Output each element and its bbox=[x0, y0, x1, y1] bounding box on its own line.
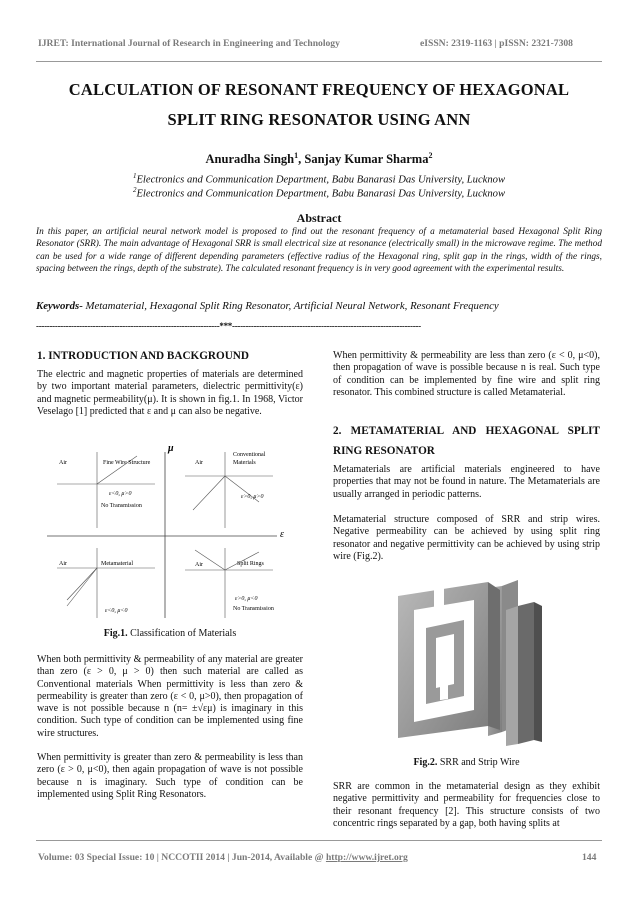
outer-ring-side bbox=[488, 582, 500, 730]
inner-ring-split bbox=[440, 677, 448, 700]
q2-condition: ε>0, μ>0 bbox=[241, 494, 264, 500]
separator-line: --------------------------------------------------------------------***---------------------------------------------------------------------- bbox=[36, 321, 421, 331]
front-strip-wire-face bbox=[506, 606, 518, 746]
keywords-label: Keywords- bbox=[36, 300, 83, 312]
col2-paragraph-2: Metamaterials are artificial materials engineered to have properties that may not be found in nature. The Metamaterials are usually arranged in periodic patterns. bbox=[333, 464, 600, 500]
footer-link[interactable]: http://www.ijret.org bbox=[325, 852, 408, 863]
affiliation-1 bbox=[30, 172, 608, 186]
section-1-paragraph-1: The electric and magnetic properties of materials are determined by two important material parameters, dielectric permittivity(ε) and magnetic permeability(μ). It is shown in fig.1. In 1968, Victor Veselago [1] predicted that ε and μ can also be negative. bbox=[37, 369, 303, 417]
journal-name: IJRET: International Journal of Research in Engineering and Technology bbox=[38, 38, 340, 49]
q4-air: Air bbox=[195, 562, 203, 568]
axis-eps-label: ε bbox=[280, 529, 284, 540]
author-1-sup: 1 bbox=[294, 151, 299, 160]
affiliation-2-text: Electronics and Communication Department, Babu Banarasi Das University, Lucknow bbox=[136, 188, 506, 200]
fig1-caption-label: Fig.1. bbox=[103, 628, 128, 639]
author-1: Anuradha Singh bbox=[205, 152, 295, 167]
header-rule bbox=[36, 61, 602, 62]
q2-title-1: Conventional bbox=[233, 452, 266, 458]
footer-rule bbox=[36, 840, 602, 841]
col2-paragraph-4: SRR are common in the metamaterial design as they exhibit negative permittivity and permeability for frequencies close to their resonant frequency [2]. This structure consists of two concentric rings separated by a gap, both having splits at bbox=[333, 781, 600, 829]
author-separator: , bbox=[298, 152, 305, 167]
q2-title-2: Materials bbox=[233, 460, 256, 466]
abstract-heading: Abstract bbox=[296, 211, 342, 225]
q2-ray-in bbox=[193, 476, 225, 510]
section-1-paragraph-3: When permittivity is greater than zero & permeability is less than zero (ε > 0, μ<0), then again propagation of wave is not possible because n is imaginary. Such type of condition can be implemented using Split Ring Resonators. bbox=[37, 752, 303, 800]
paper-title-line2: SPLIT RING RESONATOR USING ANN bbox=[167, 110, 471, 129]
q3-air: Air bbox=[59, 561, 67, 567]
col2-paragraph-3: Metamaterial structure composed of SRR and strip wires. Negative permeability can be achieved by using split ring resonator and negative permittivity can be achieved by using strip wire (Fig.2). bbox=[333, 514, 600, 562]
section-1-paragraph-2: When both permittivity & permeability of any material are greater than zero (ε > 0, μ > 0) then such material are called as Conventional materials When permittivity is less than zero & permeability is greater than zero (ε < 0, μ>0), then propagation of wave is not possible because n (n= ±√εμ) is imaginary in this condition. Such type of condition can be implemented using fine wire structures. bbox=[37, 654, 303, 739]
q3-condition: ε<0, μ<0 bbox=[105, 608, 128, 614]
outer-ring-split bbox=[434, 582, 444, 607]
q1-air: Air bbox=[59, 460, 67, 466]
affiliation-1-text: Electronics and Communication Department, Babu Banarasi Das University, Lucknow bbox=[136, 174, 506, 186]
q4-note: No Transmission bbox=[233, 606, 274, 612]
section-2-heading-line2: RING RESONATOR bbox=[333, 445, 435, 457]
keywords-text: Metamaterial, Hexagonal Split Ring Resonator, Artificial Neural Network, Resonant Frequency bbox=[82, 300, 499, 312]
q4-condition: ε>0, μ<0 bbox=[235, 596, 258, 602]
keywords bbox=[36, 300, 602, 312]
q3-ray-in bbox=[67, 568, 97, 606]
q1-title: Fine Wire Structure bbox=[103, 460, 151, 466]
affiliation-2 bbox=[30, 186, 608, 200]
col2-paragraph-1: When permittivity & permeability are less than zero (ε < 0, μ<0), then propagation of wave is possible because n is real. Such type of condition can be implemented by fine wire and split ring resonator. This combined structure is called Metamaterial. bbox=[333, 350, 600, 398]
q2-air: Air bbox=[195, 460, 203, 466]
section-2-heading-line1: 2. METAMATERIAL AND HEXAGONAL SPLIT bbox=[333, 425, 600, 437]
abstract-text: In this paper, an artificial neural network model is proposed to find out the resonant frequency of a metamaterial based Hexagonal Split Ring Resonator (SRR). The main advantage of Hexagonal SRR is small electrical size at resonance (electrically small) in the microwave regime. The method can be used for a wide range of different depending parameters (effective radius of the Hexagonal ring, split gap in the rings, width of the rings, spacing between the rings, depth of the substrate). The calculated resonant frequency is in very good agreement with the experimental results. bbox=[36, 227, 602, 275]
fig1-classification-diagram bbox=[37, 440, 303, 620]
front-strip-wire-side bbox=[534, 602, 542, 742]
axis-mu-label: μ bbox=[168, 443, 174, 454]
q1-condition: ε<0, μ>0 bbox=[109, 491, 132, 497]
fig2-caption bbox=[333, 757, 600, 768]
fig2-srr-strip-wire-image bbox=[384, 576, 556, 746]
q3-title: Metamaterial bbox=[101, 561, 133, 567]
fig2-caption-label: Fig.2. bbox=[413, 757, 438, 768]
fig1-caption-text: Classification of Materials bbox=[127, 628, 237, 639]
paper-title-line1: CALCULATION OF RESONANT FREQUENCY OF HEXAGONAL bbox=[68, 80, 570, 99]
author-2: Sanjay Kumar Sharma bbox=[304, 152, 429, 167]
fig1-caption bbox=[37, 628, 303, 639]
author-2-sup: 2 bbox=[428, 151, 433, 160]
affiliation-1-sup: 1 bbox=[132, 172, 137, 180]
footer-volume: Volume: 03 Special Issue: 10 | NCCOTII 2014 | Jun-2014, Available @ bbox=[38, 852, 326, 863]
authors bbox=[30, 151, 608, 167]
q3-ray-out bbox=[67, 568, 97, 600]
q1-note: No Transmission bbox=[101, 503, 142, 509]
page-number: 144 bbox=[582, 852, 597, 863]
footer-text bbox=[38, 852, 408, 863]
front-strip-wire bbox=[518, 602, 534, 744]
affiliation-2-sup: 2 bbox=[132, 186, 137, 194]
fig2-caption-text: SRR and Strip Wire bbox=[437, 757, 520, 768]
q4-title: Split Rings bbox=[237, 561, 264, 567]
section-1-heading: 1. INTRODUCTION AND BACKGROUND bbox=[37, 350, 249, 362]
issn: eISSN: 2319-1163 | pISSN: 2321-7308 bbox=[420, 38, 573, 49]
